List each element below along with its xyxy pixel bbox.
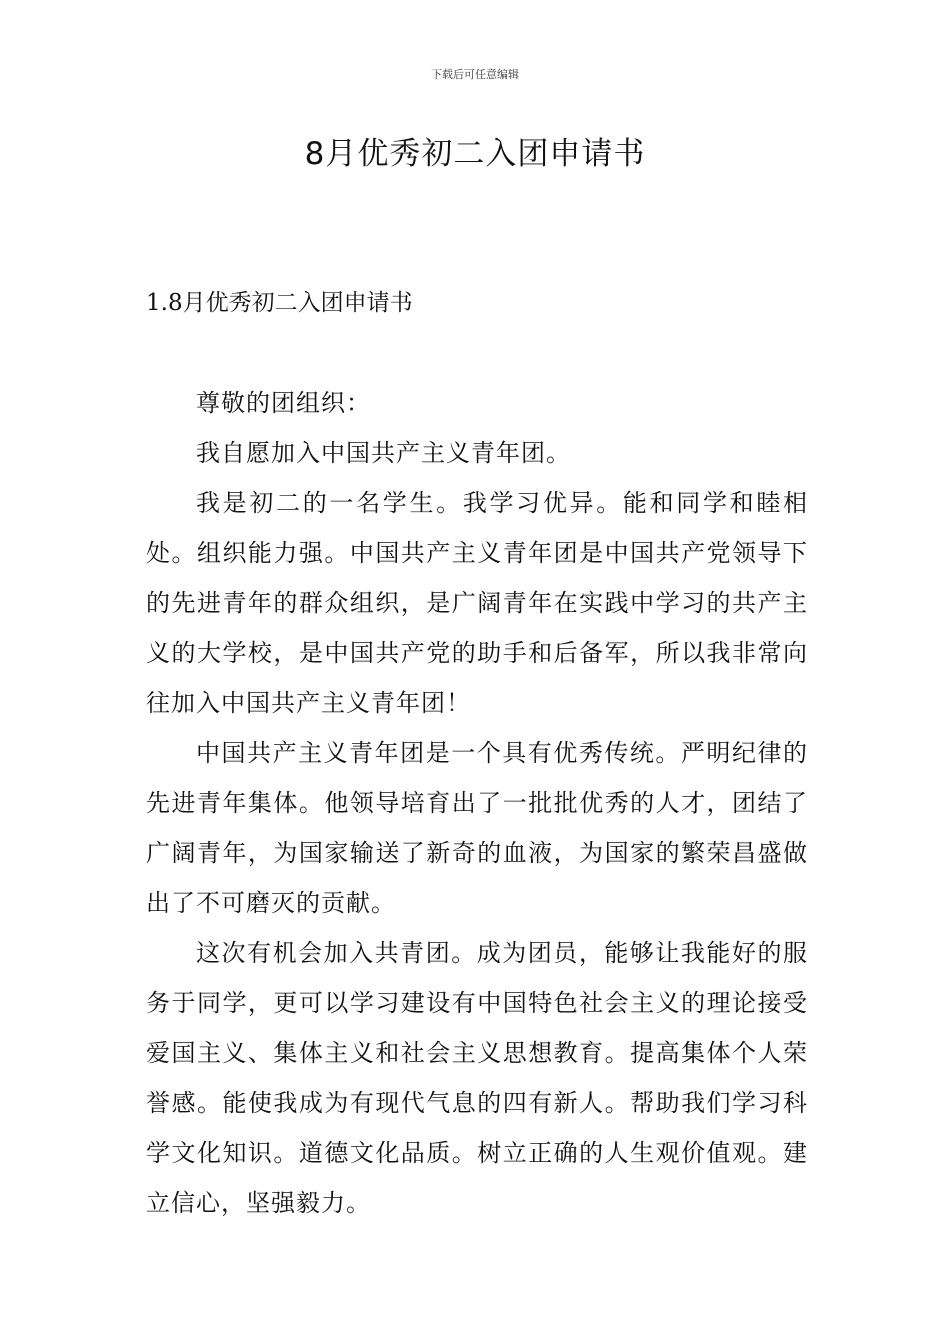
body-paragraph: 中国共产主义青年团是一个具有优秀传统。严明纪律的先进青年集体。他领导培育出了一批批优秀的人才，团结了广阔青年，为国家输送了新奇的血液，为国家的繁荣昌盛做出了不可磨灭的贡献。 [146, 739, 808, 917]
section-heading: 1.8月优秀初二入团申请书 [146, 290, 413, 316]
body-paragraph: 我自愿加入中国共产主义青年团。 [196, 439, 571, 467]
salutation-paragraph: 尊敬的团组织： [196, 389, 371, 417]
body-paragraph: 这次有机会加入共青团。成为团员，能够让我能好的服务于同学，更可以学习建设有中国特色社会主义的理论接受爱国主义、集体主义和社会主义思想教育。提高集体个人荣誉感。能使我成为有现代气息的四有新人。帮助我们学习科学文化知识。道德文化品质。树立正确的人生观价值观。建立信心，坚强毅力。 [146, 939, 808, 1217]
document-body [146, 378, 808, 1228]
body-paragraph: 我是初二的一名学生。我学习优异。能和同学和睦相处。组织能力强。中国共产主义青年团是中国共产党领导下的先进青年的群众组织，是广阔青年在实践中学习的共产主义的大学校，是中国共产党的助手和后备军，所以我非常向往加入中国共产主义青年团！ [146, 489, 808, 717]
page-title: 8月优秀初二入团申请书 [304, 136, 646, 172]
header-note: 下载后可任意编辑 [431, 68, 519, 81]
